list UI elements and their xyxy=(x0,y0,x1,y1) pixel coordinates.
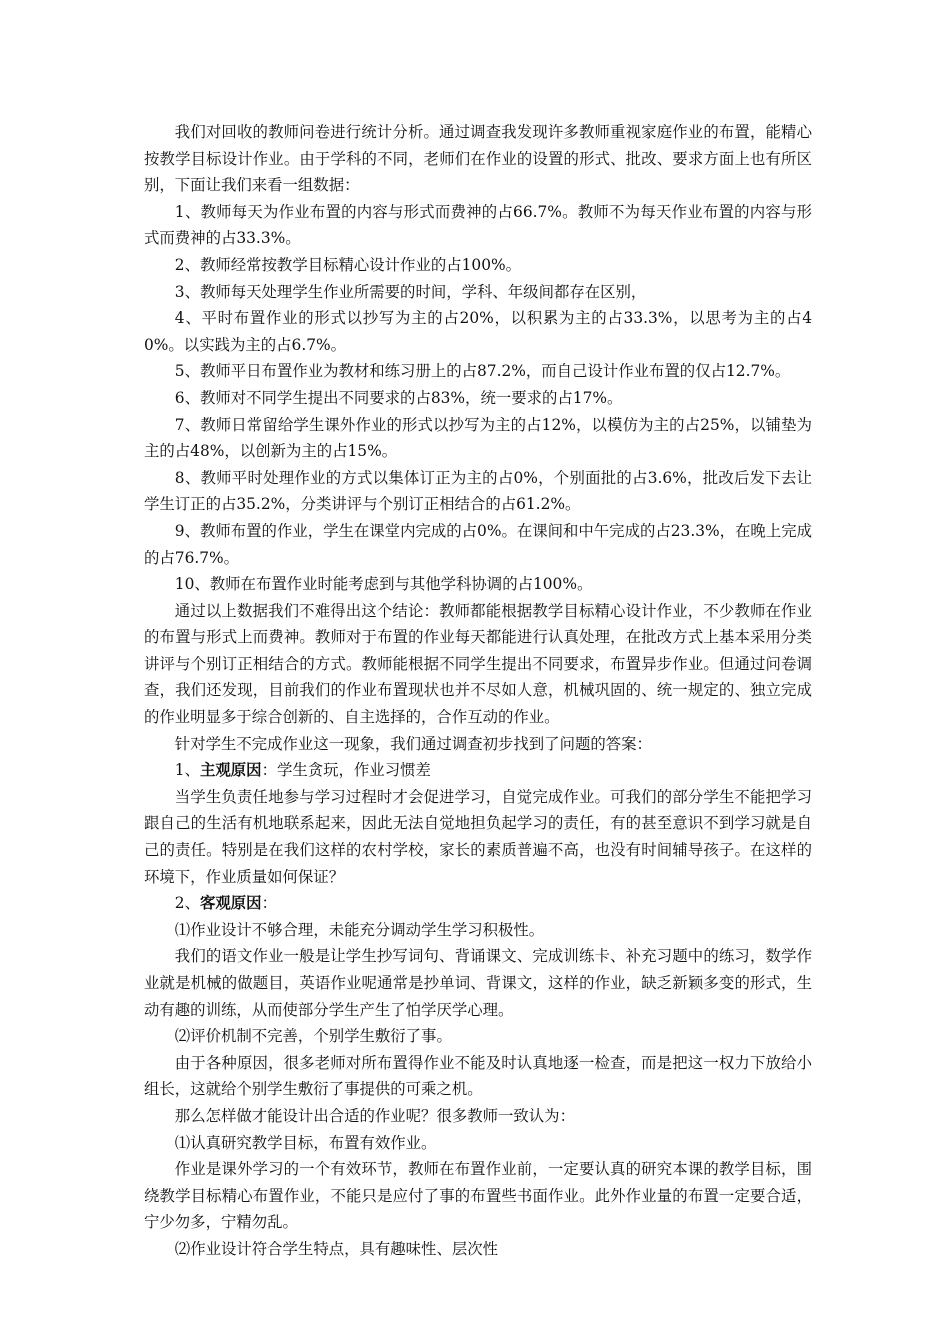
paragraph-item-4: 4、平时布置作业的形式以抄写为主的占20%，以积累为主的占33.3%，以思考为主的占40%。以实践为主的占6.7%。 xyxy=(144,309,812,354)
heading-rest-text: ： xyxy=(261,894,277,913)
heading-bold-text: 主观原因 xyxy=(199,761,262,780)
paragraph-how-to-design: 那么怎样做才能设计出合适的作业呢？很多教师一致认为： xyxy=(174,1106,575,1125)
heading-objective-reason xyxy=(144,890,812,917)
paragraph-evaluation-detail: 由于各种原因，很多老师对所布置得作业不能及时认真地逐一检查，而是把这一权力下放给小组长，这就给个别学生敷衍了事提供的可乘之机。 xyxy=(144,1053,812,1099)
paragraph-subjective-detail: 当学生负责任地参与学习过程时才会促进学习，自觉完成作业。可我们的部分学生不能把学习跟自己的生活有机地联系起来，因此无法自觉地担负起学习的责任，有的甚至意识不到学习就是自己的责任。特别是在我们这样的农村学校，家长的素质普遍不高，也没有时间辅导孩子。在这样的环境下，作业质量如何保证？ xyxy=(144,787,812,886)
paragraph-item-9: 9、教师布置的作业，学生在课堂内完成的占0%。在课间和中午完成的占23.3%，在晚上完成的占76.7%。 xyxy=(144,521,812,567)
paragraph-problem-intro: 针对学生不完成作业这一现象，我们通过调查初步找到了问题的答案： xyxy=(174,734,652,753)
paragraph-item-7: 7、教师日常留给学生课外作业的形式以抄写为主的占12%，以模仿为主的占25%，以铺垫为主的占48%，以创新为主的占15%。 xyxy=(144,415,812,461)
paragraph-item-1: 1、教师每天为作业布置的内容与形式而费神的占66.7%。教师不为每天作业布置的内容与形式而费神的占33.3%。 xyxy=(144,202,812,248)
heading-subjective-reason xyxy=(144,757,812,784)
paragraph-design-detail: 我们的语文作业一般是让学生抄写词句、背诵课文、完成训练卡、补充习题中的练习，数学作业就是机械的做题目，英语作业呢通常是抄单词、背课文，这样的作业，缺乏新颖多变的形式，生动有趣的训练，从而使部分学生产生了怕学厌学心理。 xyxy=(144,947,812,1019)
subpoint-research-goals: ⑴认真研究教学目标，布置有效作业。 xyxy=(174,1133,437,1152)
paragraph-intro: 我们对回收的教师问卷进行统计分析。通过调查我发现许多教师重视家庭作业的布置，能精心按教学目标设计作业。由于学科的不同，老师们在作业的设置的形式、批改、要求方面上也有所区别，下面让我们来看一组数据： xyxy=(144,123,812,195)
paragraph-item-10: 10、教师在布置作业时能考虑到与其他学科协调的占100%。 xyxy=(174,575,593,594)
document-body xyxy=(144,119,812,1263)
subpoint-student-traits: ⑵作业设计符合学生特点，具有趣味性、层次性 xyxy=(174,1239,499,1258)
subpoint-design: ⑴作业设计不够合理，未能充分调动学生学习积极性。 xyxy=(174,920,545,939)
heading-bold-text: 客观原因 xyxy=(199,894,262,913)
paragraph-item-5: 5、教师平日布置作业为教材和练习册上的占87.2%，而自己设计作业布置的仅占12.7%。 xyxy=(174,362,791,381)
subpoint-evaluation: ⑵评价机制不完善，个别学生敷衍了事。 xyxy=(174,1027,452,1046)
heading-number: 1、 xyxy=(174,761,200,780)
paragraph-item-8: 8、教师平时处理作业的方式以集体订正为主的占0%，个别面批的占3.6%，批改后发下去让学生订正的占35.2%，分类讲评与个别订正相结合的占61.2%。 xyxy=(144,468,812,514)
paragraph-item-2: 2、教师经常按教学目标精心设计作业的占100%。 xyxy=(174,255,522,274)
paragraph-research-goals-detail: 作业是课外学习的一个有效环节，教师在布置作业前，一定要认真的研究本课的教学目标，围绕教学目标精心布置作业，不能只是应付了事的布置些书面作业。此外作业量的布置一定要合适，宁少勿多，宁精勿乱。 xyxy=(144,1160,812,1232)
paragraph-item-3: 3、教师每天处理学生作业所需要的时间，学科、年级间都存在区别， xyxy=(174,282,647,301)
paragraph-conclusion: 通过以上数据我们不难得出这个结论：教师都能根据教学目标精心设计作业，不少教师在作业的布置与形式上而费神。教师对于布置的作业每天都能进行认真处理，在批改方式上基本采用分类讲评与个别订正相结合的方式。教师能根据不同学生提出不同要求，布置异步作业。但通过问卷调查，我们还发现，目前我们的作业布置现状也并不尽如人意，机械巩固的、统一规定的、独立完成的作业明显多于综合创新的、自主选择的，合作互动的作业。 xyxy=(144,601,812,727)
paragraph-item-6: 6、教师对不同学生提出不同要求的占83%，统一要求的占17%。 xyxy=(174,388,623,407)
heading-number: 2、 xyxy=(174,894,200,913)
heading-rest-text: ：学生贪玩，作业习惯差 xyxy=(261,761,431,780)
